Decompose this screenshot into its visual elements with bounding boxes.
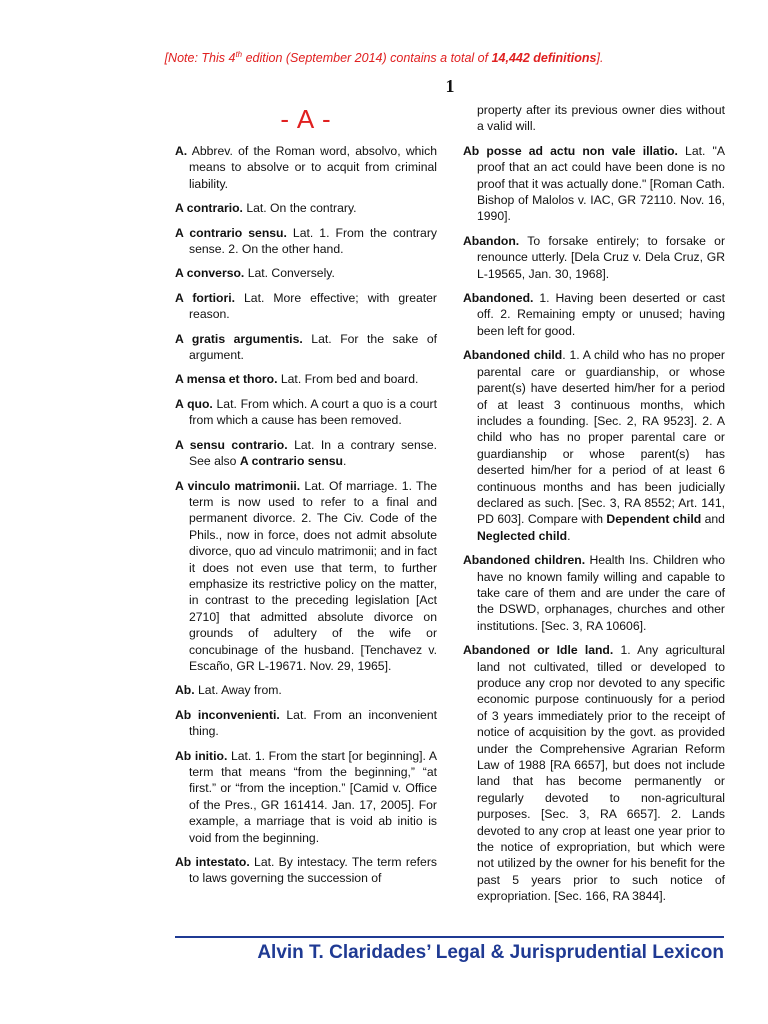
- dictionary-entry: Abandoned children. Health Ins. Children who have no known family willing and capable to take care of them and are under the care of the DSWD, orphanages, churches and other institutions. [Sec. 3, RA 10606].: [463, 553, 726, 633]
- dictionary-entry: A contrario sensu. Lat. 1. From the contrary sense. 2. On the other hand.: [175, 225, 437, 257]
- dictionary-entry: A quo. Lat. From which. A court a quo is a court from which a cause has been removed.: [175, 396, 437, 428]
- dictionary-entry: Abandoned. 1. Having been deserted or cast off. 2. Remaining empty or unused; having been left for good.: [463, 291, 725, 338]
- cross-reference: Dependent child: [606, 512, 702, 527]
- cross-reference: Neglected child: [477, 528, 568, 543]
- dictionary-entry: Ab posse ad actu non vale illatio. Lat. "A proof that an act could have been done is no proof that it was actually done." [Roman Cath. Bishop of Malolos v. IAC, GR 72110. Nov. 16, 1990].: [463, 143, 725, 224]
- left-column: [175, 143, 437, 895]
- dictionary-entry: Ab intestato. Lat. By intestacy. The term refers to laws governing the succession of: [175, 855, 437, 886]
- dictionary-entry: A sensu contrario. Lat. In a contrary sense. See also A contrario sensu.: [175, 437, 437, 469]
- cross-reference: A contrario sensu: [239, 454, 343, 469]
- footer-divider: [175, 936, 724, 938]
- right-column: [463, 102, 725, 913]
- footer-title: Alvin T. Claridades’ Legal & Jurisprudential Lexicon: [257, 942, 724, 963]
- dictionary-entry: A. Abbrev. of the Roman word, absolvo, which means to absolve or to acquit from criminal liability.: [175, 144, 437, 191]
- dictionary-entry: Ab. Lat. Away from.: [175, 683, 282, 698]
- dictionary-entry: Abandoned or Idle land. 1. Any agricultural land not cultivated, tilled or developed to produce any crop nor devoted to any specific economic purpose continuously for a period of 3 years immediately prior to the receipt of notice of acquisition by the govt. as provided under the Comprehensive Agrarian Reform Law of 1988 [RA 6657], but does not include land that has become permanently or regularly devoted to non-agricultural purposes. [Sec. 3, RA 6657]. 2. Lands devoted to any crop at least one year prior to the notice of expropriation, but which were not utilized by the owner for his benefit for the past 5 years prior to such notice of expropriation. [Sec. 166, RA 3844].: [463, 643, 726, 904]
- dictionary-entry: A vinculo matrimonii. Lat. Of marriage. 1. The term is now used to refer to a final and permanent divorce. 2. The Civ. Code of the Phils., now in force, does not admit absolute divorce, quo ad vinculo matrimonii; and in fact it does not even use that term, to further emphasize its restrictive policy on the matter, in contrast to the preceding legislation [Act 2710] that admitted absolute divorce on grounds of adultery of the wife or concubinage of the husband. [Tenchavez v. Escaño, GR L-19671. Nov. 29, 1965].: [175, 478, 437, 673]
- dictionary-entry: Abandoned child. 1. A child who has no proper parental care or guardianship, or whose parent(s) have deserted him/her for a period of at least 3 continuous months, which includes a founding. [Sec. 2, RA 9523]. 2. A child who has no proper parental care or guardianship or whose parent(s) has deserted him/her for a period of at least 6 continuous months and has been judicially declared as such. [Sec. 3, RA 8552; Art. 141, PD 603]. Compare with Dependent child and Neglected child.: [463, 348, 725, 543]
- dictionary-entry: Abandon. To forsake entirely; to forsake or renounce utterly. [Dela Cruz v. Dela Cruz, GR L-19565, Jan. 30, 1968].: [463, 233, 725, 281]
- letter-heading: - A -: [280, 104, 332, 134]
- dictionary-entry: A fortiori. Lat. More effective; with greater reason.: [175, 290, 437, 322]
- dictionary-entry: A converso. Lat. Conversely.: [175, 266, 335, 281]
- dictionary-entry: A gratis argumentis. Lat. For the sake of argument.: [175, 331, 438, 363]
- page-number: 1: [445, 76, 455, 96]
- dictionary-entry: A contrario. Lat. On the contrary.: [175, 201, 357, 216]
- entry-continuation: property after its previous owner dies without a valid will.: [477, 103, 725, 134]
- edition-note: [Note: This 4th edition (September 2014) contains a total of 14,442 definitions].: [164, 50, 604, 66]
- dictionary-entry: A mensa et thoro. Lat. From bed and board.: [175, 372, 419, 387]
- dictionary-entry: Ab initio. Lat. 1. From the start [or beginning]. A term that means “from the beginning,” “at first.” or “from the inception.” [Camid v. Office of the Pres., GR 161414. Jan. 17, 2005]. For example, a marriage that is void ab initio is void from the beginning.: [175, 748, 437, 845]
- dictionary-entry: Ab inconvenienti. Lat. From an inconvenient thing.: [175, 707, 437, 739]
